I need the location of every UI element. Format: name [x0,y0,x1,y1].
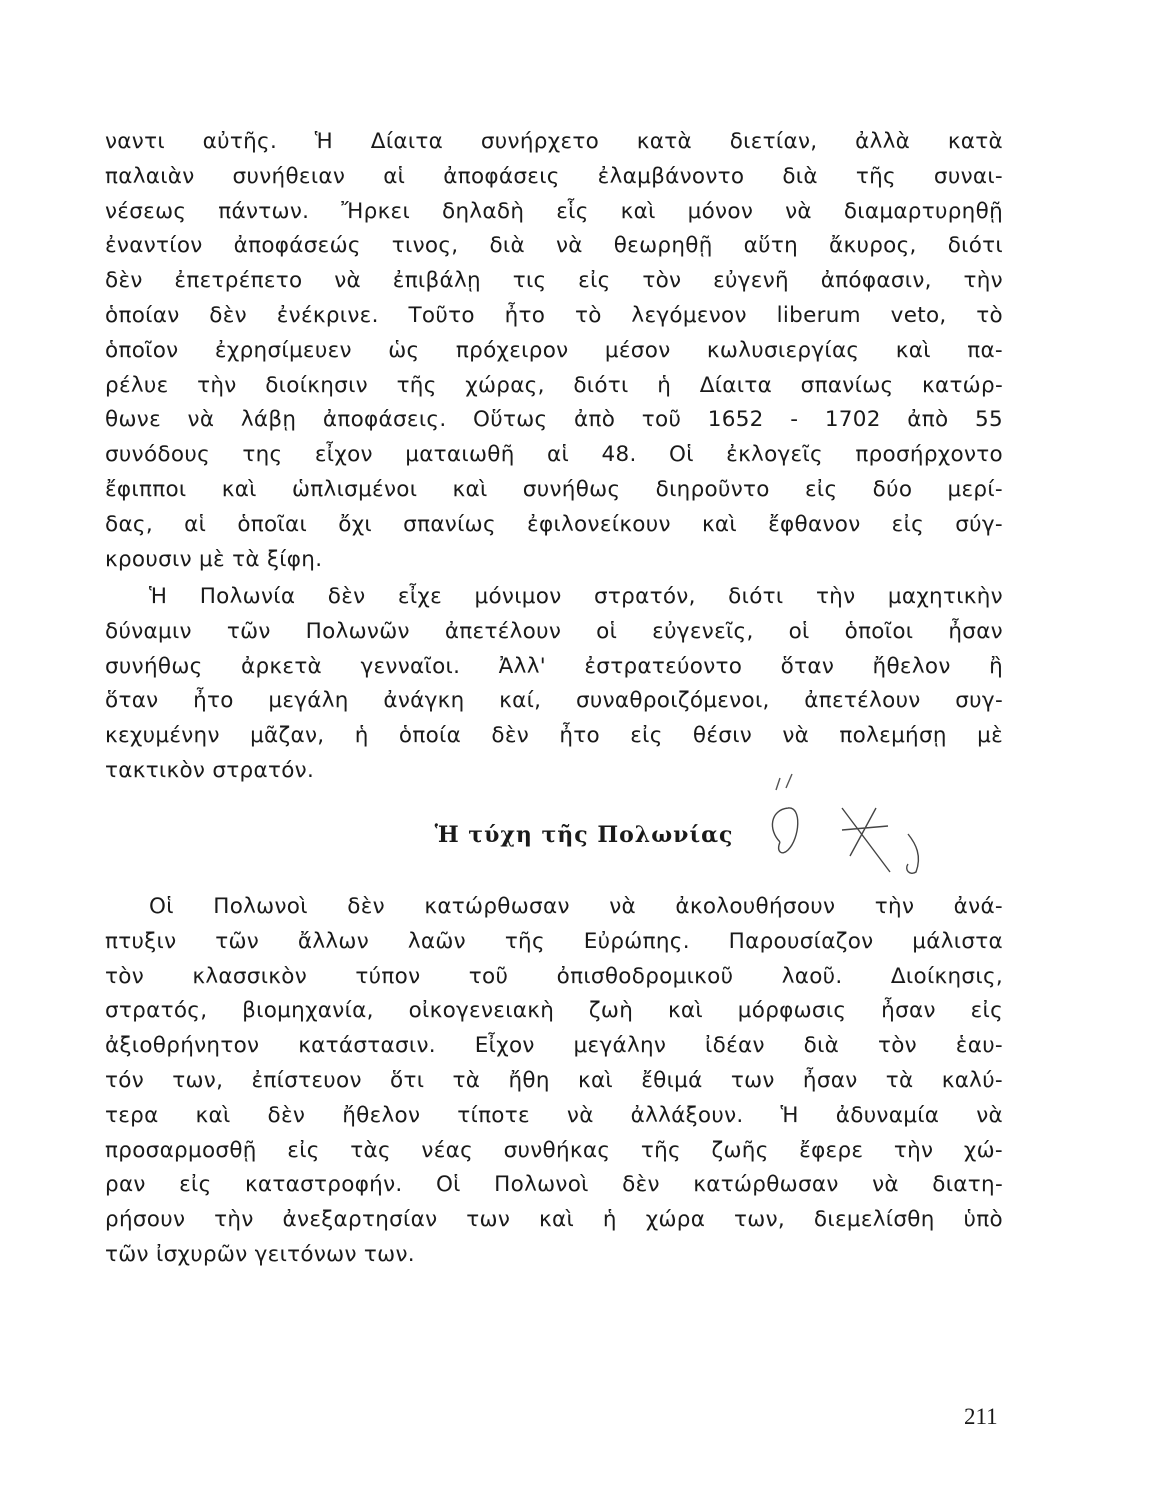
text-line: συνόδους της εἶχον ματαιωθῆ αἱ 48. Οἱ ἐκλογεῖς προσήρχοντο [105,442,1003,468]
section-heading: Ἡ τύχη τῆς Πολωνίας [434,822,734,848]
text-line: δας, αἱ ὁποῖαι ὄχι σπανίως ἐφιλονείκουν καὶ ἔφθανον εἰς σύγ- [105,511,1003,537]
text-line: ρήσουν τὴν ἀνεξαρτησίαν των καὶ ἡ χώρα των, διεμελίσθη ὑπὸ [105,1207,1003,1233]
paragraph-fate-of-poland [105,890,1003,1273]
text-line: νέσεως πάντων. Ἤρκει δηλαδὴ εἷς καὶ μόνον νὰ διαμαρτυρηθῇ [105,198,1003,224]
text-line: ὁποῖον ἐχρησίμευεν ὡς πρόχειρον μέσον κωλυσιεργίας καὶ πα- [105,337,1003,363]
text-line: συνήθως ἀρκετὰ γενναῖοι. Ἀλλ' ἐστρατεύοντο ὅταν ἤθελον ἢ [105,653,1003,679]
page-number: 211 [964,1404,998,1429]
paragraph-liberum-veto [105,125,1003,577]
text-line: ναντι αὐτῆς. Ἡ Δίαιτα συνήρχετο κατὰ διετίαν, ἀλλὰ κατὰ [105,129,1003,154]
text-line: κρουσιν μὲ τὰ ξίφη. [105,546,323,572]
text-line: ἐναντίον ἀποφάσεώς τινος, διὰ νὰ θεωρηθῇ αὕτη ἄκυρος, διότι [105,233,1003,259]
text-line: τερα καὶ δὲν ἤθελον τίποτε νὰ ἀλλάξουν. Ἡ ἀδυναμία νὰ [105,1102,1003,1128]
text-line: Οἱ Πολωνοὶ δὲν κατώρθωσαν νὰ ἀκολουθήσουν τὴν ἀνά- [149,894,1003,919]
text-line: ὅταν ἦτο μεγάλη ἀνάγκη καί, συναθροιζόμενοι, ἀπετέλουν συγ- [105,688,1003,714]
text-line: θωνε νὰ λάβῃ ἀποφάσεις. Οὕτως ἀπὸ τοῦ 1652 - 1702 ἀπὸ 55 [105,407,1003,433]
paragraph-army [105,580,1003,789]
text-line: τὸν κλασσικὸν τύπον τοῦ ὀπισθοδρομικοῦ λαοῦ. Διοίκησις, [105,963,1003,989]
text-line: ἀξιοθρήνητον κατάστασιν. Εἶχον μεγάλην ἰδέαν διὰ τὸν ἑαυ- [105,1033,1003,1059]
text-line: προσαρμοσθῇ εἰς τὰς νέας συνθήκας τῆς ζωῆς ἔφερε τὴν χώ- [105,1137,1003,1163]
text-line: στρατός, βιομηχανία, οἰκογενειακὴ ζωὴ καὶ μόρφωσις ἦσαν εἰς [105,998,1003,1024]
text-line: ὁποίαν δὲν ἐνέκρινε. Τοῦτο ἦτο τὸ λεγόμενον liberum veto, τὸ [105,302,1003,328]
text-line: δὲν ἐπετρέπετο νὰ ἐπιβάλῃ τις εἰς τὸν εὐγενῆ ἀπόφασιν, τὴν [105,268,1003,294]
text-line: πτυξιν τῶν ἄλλων λαῶν τῆς Εὐρώπης. Παρουσίαζον μάλιστα [105,928,1003,954]
text-line: τῶν ἰσχυρῶν γειτόνων των. [105,1241,415,1267]
text-line: κεχυμένην μᾶζαν, ἡ ὁποία δὲν ἦτο εἰς θέσιν νὰ πολεμήσῃ μὲ [105,723,1003,749]
text-line: ραν εἰς καταστροφήν. Οἱ Πολωνοὶ δὲν κατώρθωσαν νὰ διατη- [105,1172,1003,1198]
text-line: Ἡ Πολωνία δὲν εἶχε μόνιμον στρατόν, διότι τὴν μαχητικὴν [149,584,1003,609]
text-line: ρέλυε τὴν διοίκησιν τῆς χώρας, διότι ἡ Δίαιτα σπανίως κατώρ- [105,372,1003,398]
text-line: τόν των, ἐπίστευον ὅτι τὰ ἤθη καὶ ἔθιμά των ἦσαν τὰ καλύ- [105,1067,1003,1093]
text-line: τακτικὸν στρατόν. [105,757,315,783]
text-line: δύναμιν τῶν Πολωνῶν ἀπετέλουν οἱ εὐγενεῖς, οἱ ὁποῖοι ἦσαν [105,618,1003,644]
text-line: ἔφιπποι καὶ ὡπλισμένοι καὶ συνήθως διηροῦντο εἰς δύο μερί- [105,476,1003,502]
text-line: παλαιὰν συνήθειαν αἱ ἀποφάσεις ἐλαμβάνοντο διὰ τῆς συναι- [105,163,1003,189]
handwritten-annotation [740,760,940,880]
